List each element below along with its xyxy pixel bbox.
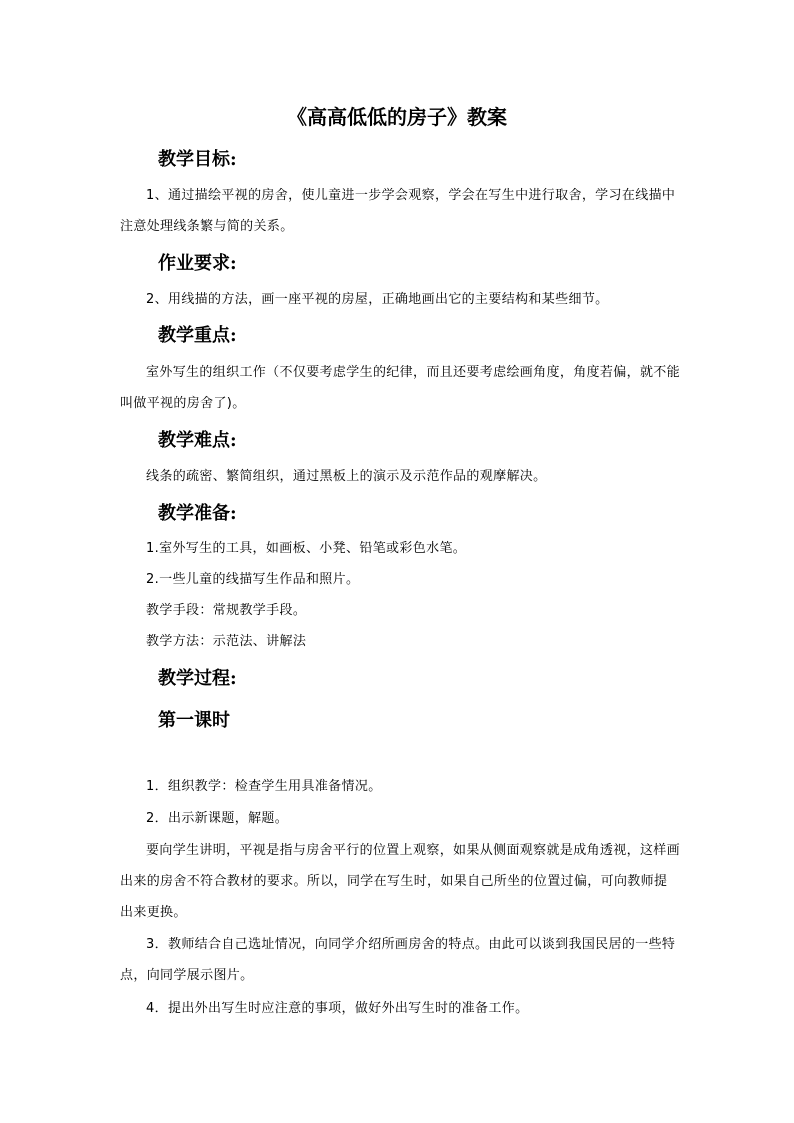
heading-key-points: 教学重点: bbox=[158, 325, 237, 346]
paragraph-teaching-goal: 1、通过描绘平视的房舍，使儿童进一步学会观察，学会在写生中进行取舍，学习在线描中注意处理线条繁与简的关系。 bbox=[120, 188, 676, 234]
heading-difficulties: 教学难点: bbox=[158, 430, 237, 451]
paragraph-difficulties: 线条的疏密、繁简组织，通过黑板上的演示及示范作品的观摩解决。 bbox=[146, 469, 547, 484]
paragraph-key-points: 室外写生的组织工作（不仅要考虑学生的纪律，而且还要考虑绘画角度，角度若偏，就不能叫做平视的房舍了)。 bbox=[120, 365, 681, 411]
heading-teaching-goal: 教学目标: bbox=[158, 149, 237, 170]
heading-homework: 作业要求: bbox=[158, 253, 237, 274]
step-4: 4．提出外出写生时应注意的事项，做好外出写生时的准备工作。 bbox=[146, 1001, 529, 1016]
teaching-method: 教学方法：示范法、讲解法 bbox=[146, 634, 307, 649]
paragraph-explanation: 要向学生讲明，平视是指与房舍平行的位置上观察，如果从侧面观察就是成角透视，这样画出来的房舍不符合教材的要求。所以，同学在写生时，如果自己所坐的位置过偏，可向教师提出来更换。 bbox=[120, 843, 681, 920]
paragraph-homework: 2、用线描的方法，画一座平视的房屋，正确地画出它的主要结构和某些细节。 bbox=[146, 292, 609, 307]
prep-item-2: 2.一些儿童的线描写生作品和照片。 bbox=[146, 572, 360, 587]
step-2: 2．出示新课题，解题。 bbox=[146, 811, 289, 826]
prep-item-1: 1.室外写生的工具，如画板、小凳、铅笔或彩色水笔。 bbox=[146, 541, 467, 556]
teaching-means: 教学手段：常规教学手段。 bbox=[146, 603, 307, 618]
step-1: 1．组织教学：检查学生用具准备情况。 bbox=[146, 779, 382, 794]
heading-preparation: 教学准备: bbox=[158, 503, 237, 524]
heading-first-lesson: 第一课时 bbox=[158, 710, 230, 731]
heading-process: 教学过程: bbox=[158, 668, 237, 689]
document-title: 《高高低低的房子》教案 bbox=[287, 105, 507, 129]
paragraph-step-3: 3．教师结合自己选址情况，向同学介绍所画房舍的特点。由此可以谈到我国民居的一些特点，向同学展示图片。 bbox=[120, 937, 676, 983]
